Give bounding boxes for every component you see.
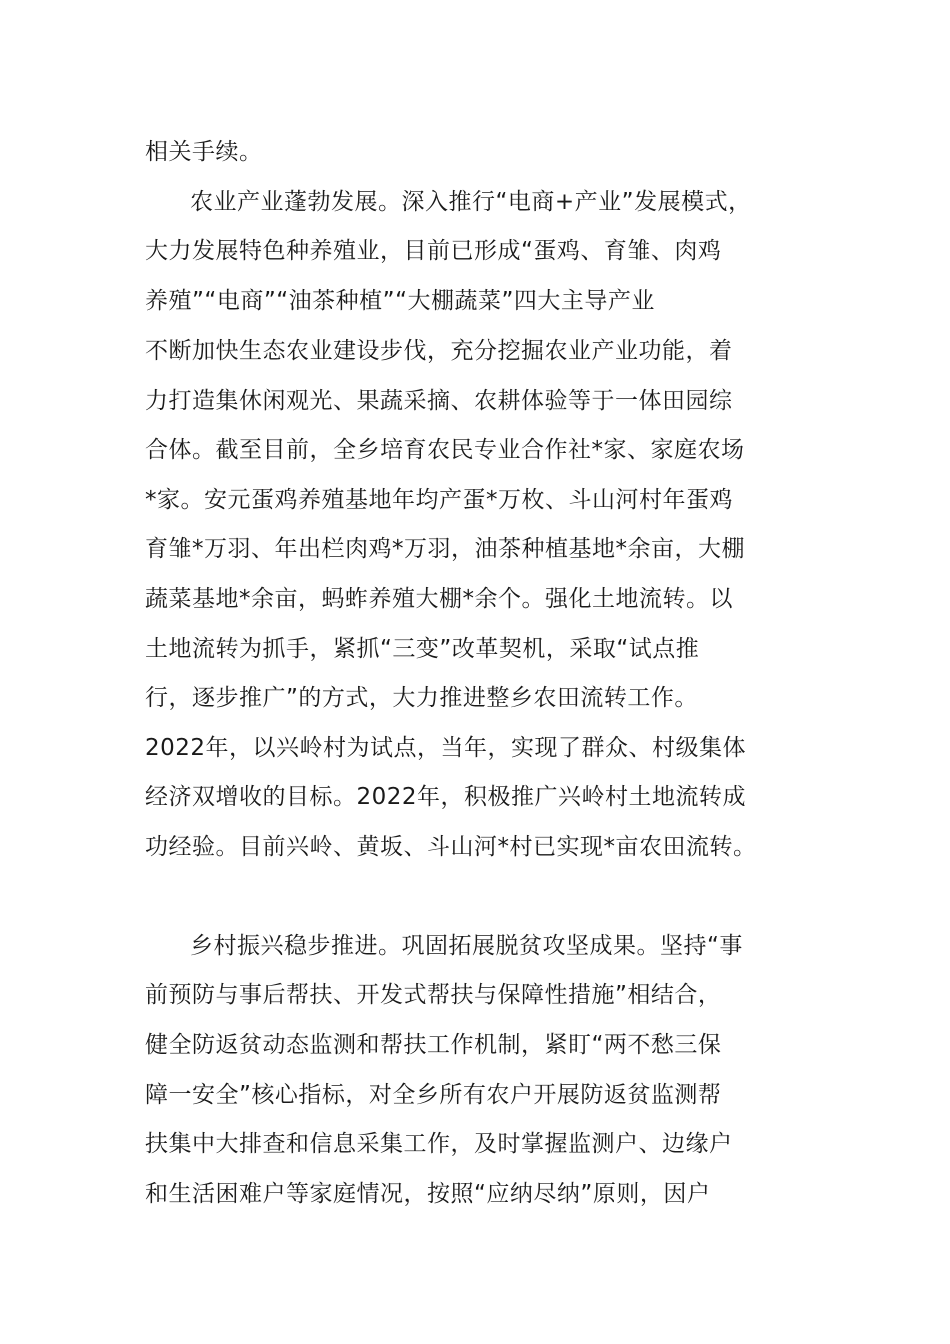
text-line: 前预防与事后帮扶、开发式帮扶与保障性措施”相结合， [145, 982, 722, 1008]
paragraph-first-line: 乡村振兴稳步推进。巩固拓展脱贫攻坚成果。坚持“事 [190, 933, 743, 959]
text-line: 育雏*万羽、年出栏肉鸡*万羽，油茶种植基地*余亩，大棚 [145, 536, 745, 562]
text-line: *家。安元蛋鸡养殖基地年均产蛋*万枚、斗山河村年蛋鸡 [145, 487, 733, 513]
text-line: 力打造集休闲观光、果蔬采摘、农耕体验等于一体田园综 [145, 388, 733, 414]
text-line: 土地流转为抓手，紧抓“三变”改革契机，采取“试点推 [145, 636, 700, 662]
text-line: 养殖”“电商”“油茶种植”“大棚蔬菜”四大主导产业 [145, 288, 655, 314]
paragraph-first-line: 农业产业蓬勃发展。深入推行“电商+产业”发展模式， [190, 189, 752, 215]
text-line: 障一安全”核心指标，对全乡所有农户开展防返贫监测帮 [145, 1082, 722, 1108]
text-line: 不断加快生态农业建设步伐，充分挖掘农业产业功能，着 [145, 338, 733, 364]
text-line: 2022年，以兴岭村为试点，当年，实现了群众、村级集体 [145, 735, 747, 761]
text-line: 相关手续。 [145, 139, 263, 165]
text-line: 和生活困难户等家庭情况，按照“应纳尽纳”原则，因户 [145, 1181, 711, 1207]
text-line: 行，逐步推广”的方式，大力推进整乡农田流转工作。 [145, 685, 698, 711]
text-line: 功经验。目前兴岭、黄坂、斗山河*村已实现*亩农田流转。 [145, 834, 757, 860]
text-line: 合体。截至目前，全乡培育农民专业合作社*家、家庭农场 [145, 437, 745, 463]
text-line: 经济双增收的目标。2022年，积极推广兴岭村土地流转成 [145, 784, 747, 810]
text-line: 健全防返贫动态监测和帮扶工作机制，紧盯“两不愁三保 [145, 1032, 722, 1058]
text-line: 蔬菜基地*余亩，蚂蚱养殖大棚*余个。强化土地流转。以 [145, 586, 733, 612]
text-line: 扶集中大排查和信息采集工作，及时掌握监测户、边缘户 [145, 1131, 733, 1157]
text-line: 大力发展特色种养殖业，目前已形成“蛋鸡、育雏、肉鸡 [145, 238, 722, 264]
